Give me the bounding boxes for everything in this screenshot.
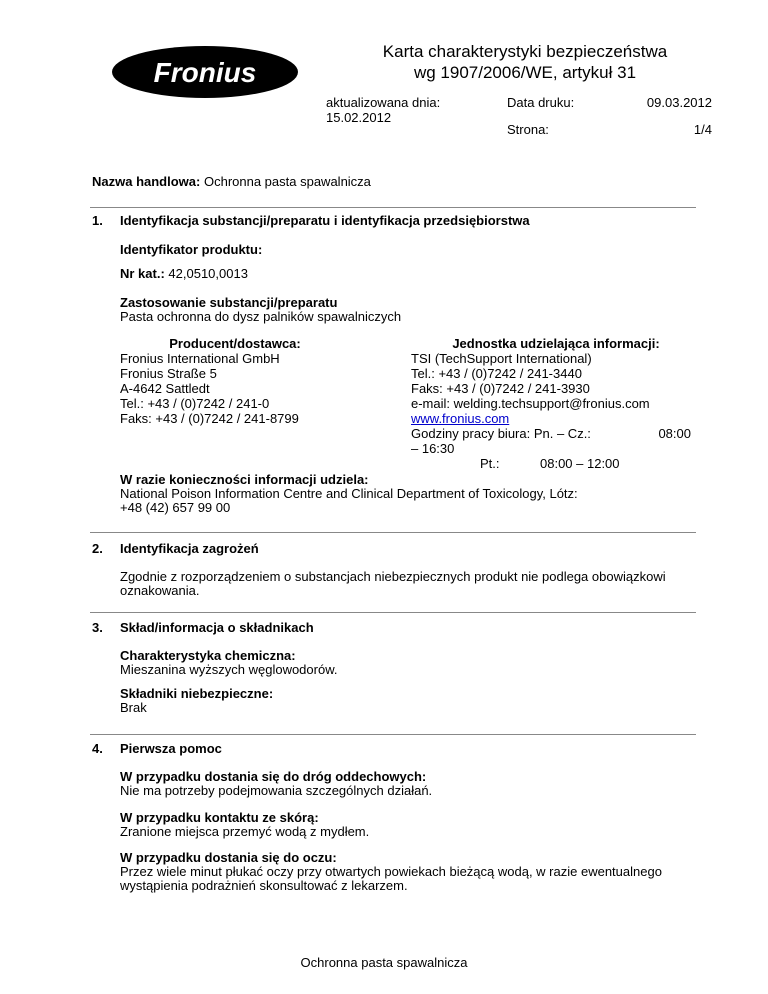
hours-line [411, 426, 701, 441]
hours-start: 08:00 [658, 426, 691, 441]
hours-end: – 16:30 [411, 441, 455, 456]
section-title: Identyfikacja substancji/preparatu i identyfikacja przedsiębiorstwa [120, 213, 530, 228]
section-title: Identyfikacja zagrożeń [120, 541, 259, 556]
page-footer: Ochronna pasta spawalnicza [300, 955, 468, 970]
updated-label: aktualizowana dnia: [326, 95, 441, 110]
producer-heading: Producent/dostawca: [169, 336, 301, 351]
section-title: Skład/informacja o składnikach [120, 620, 314, 635]
document-title [330, 41, 720, 83]
hazardous-value: Brak [120, 700, 147, 715]
title-line-1: Karta charakterystyki bezpieczeństwa [382, 42, 668, 61]
section-number: 4. [92, 741, 103, 756]
print-value: 09.03.2012 [646, 95, 712, 110]
product-id-label: Identyfikator produktu: [120, 242, 263, 257]
use-label: Zastosowanie substancji/preparatu [120, 295, 338, 310]
hazard-text-2: oznakowania. [120, 583, 200, 598]
producer-line: Fronius Straße 5 [120, 366, 217, 381]
info-block [411, 336, 701, 471]
catalog-label: Nr kat.: [120, 266, 165, 281]
friday-label: Pt.: [480, 456, 500, 471]
catalog-value: 42,0510,0013 [168, 266, 248, 281]
friday-hours: 08:00 – 12:00 [540, 456, 620, 471]
section-number: 3. [92, 620, 103, 635]
page-label: Strona: [507, 122, 549, 137]
catalog-number [120, 266, 700, 281]
divider [90, 532, 696, 533]
page-value: 1/4 [693, 122, 712, 137]
skin-value: Zranione miejsca przemyć wodą z mydłem. [120, 824, 370, 839]
trade-name [92, 174, 371, 189]
producer-line: Faks: +43 / (0)7242 / 241-8799 [120, 411, 299, 426]
info-line: Tel.: +43 / (0)7242 / 241-3440 [411, 366, 582, 381]
hours-label: Godziny pracy biura: Pn. – Cz.: [411, 426, 591, 441]
respiratory-label: W przypadku dostania się do dróg oddechowych: [120, 769, 427, 784]
producer-line: Fronius International GmbH [120, 351, 280, 366]
svg-text:Fronius: Fronius [153, 57, 257, 88]
producer-line: A-4642 Sattledt [120, 381, 210, 396]
section-number: 2. [92, 541, 103, 556]
emergency-label: W razie konieczności informacji udziela: [120, 472, 369, 487]
hazard-text-1: Zgodnie z rozporządzeniem o substancjach niebezpiecznych produkt nie podlega obowiązkowi [120, 569, 666, 584]
info-heading: Jednostka udzielająca informacji: [452, 336, 660, 351]
skin-label: W przypadku kontaktu ze skórą: [120, 810, 319, 825]
section-title: Pierwsza pomoc [120, 741, 222, 756]
fronius-logo [110, 44, 300, 100]
chem-label: Charakterystyka chemiczna: [120, 648, 296, 663]
updated-value: 15.02.2012 [326, 110, 392, 125]
friday-line [411, 456, 701, 471]
trade-name-label: Nazwa handlowa: [92, 174, 201, 189]
chem-value: Mieszanina wyższych węglowodorów. [120, 662, 338, 677]
divider [90, 207, 696, 208]
emergency-line-2: +48 (42) 657 99 00 [120, 500, 231, 515]
divider [90, 734, 696, 735]
print-label: Data druku: [507, 95, 575, 110]
divider [90, 612, 696, 613]
trade-name-value: Ochronna pasta spawalnicza [203, 174, 371, 189]
eye-label: W przypadku dostania się do oczu: [120, 850, 337, 865]
section-number: 1. [92, 213, 103, 228]
info-line: e-mail: welding.techsupport@fronius.com [411, 396, 650, 411]
respiratory-value: Nie ma potrzeby podejmowania szczególnych działań. [120, 783, 433, 798]
emergency-line-1: National Poison Information Centre and Clinical Department of Toxicology, Lótz: [120, 486, 578, 501]
website-link[interactable]: www.fronius.com [411, 411, 510, 426]
hazardous-label: Składniki niebezpieczne: [120, 686, 274, 701]
producer-block [120, 336, 350, 426]
producer-line: Tel.: +43 / (0)7242 / 241-0 [120, 396, 270, 411]
info-line: Faks: +43 / (0)7242 / 241-3930 [411, 381, 590, 396]
use-value: Pasta ochronna do dysz palników spawalniczych [120, 309, 402, 324]
eye-line-1: Przez wiele minut płukać oczy przy otwartych powiekach bieżącą wodą, w razie ewentualnego [120, 864, 662, 879]
info-line: TSI (TechSupport International) [411, 351, 592, 366]
eye-line-2: wystąpienia podrażnień skonsultować z lekarzem. [120, 878, 408, 893]
title-line-2: wg 1907/2006/WE, artykuł 31 [413, 63, 637, 82]
